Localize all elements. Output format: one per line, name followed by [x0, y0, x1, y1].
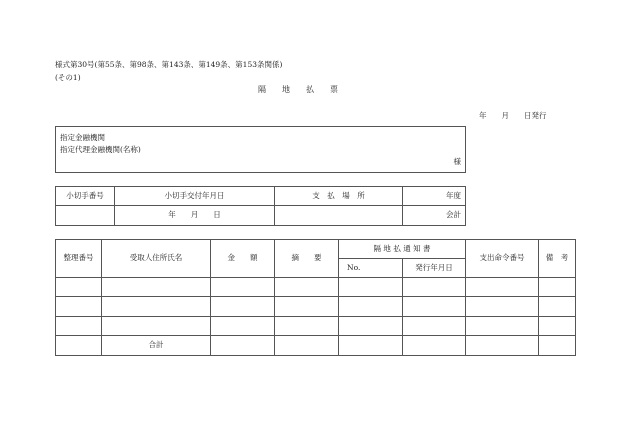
page-title: 隔 地 払 票	[258, 85, 338, 94]
summary-header: 摘 要	[275, 240, 339, 278]
check-table	[55, 186, 466, 226]
payee-header: 受取人住所氏名	[102, 240, 211, 278]
table-row	[56, 317, 576, 336]
addressee-honorific: 様	[453, 157, 461, 166]
seq-header: 整理番号	[56, 240, 102, 278]
total-row	[56, 336, 576, 356]
notice-header: 隔 地 払 通 知 書	[339, 240, 466, 259]
addressee-line2: 指定代理金融機関(名称)	[60, 145, 141, 154]
table-row	[56, 297, 576, 317]
fiscal-year-header: 年度	[403, 187, 466, 206]
notice-no-header: No.	[339, 259, 403, 278]
account-cell: 会計	[403, 206, 466, 226]
form-number: 様式第30号(第55条、第98条、第143条、第149条、第153条関係)	[55, 60, 283, 69]
remarks-header: 備 考	[539, 240, 576, 278]
total-label: 合計	[102, 336, 211, 356]
check-number-header: 小切手番号	[56, 187, 115, 206]
table-row	[56, 278, 576, 297]
payment-place-header: 支 払 場 所	[275, 187, 403, 206]
sub-number: (その1)	[55, 73, 81, 82]
check-date-header: 小切手交付年月日	[115, 187, 275, 206]
issue-date: 年 月 日発行	[479, 111, 547, 120]
main-table	[55, 239, 576, 356]
amount-header: 金 額	[211, 240, 275, 278]
addressee-line1: 指定金融機関	[60, 133, 105, 142]
payment-place-cell	[275, 206, 403, 226]
check-date-cell: 年 月 日	[115, 206, 275, 226]
notice-date-header: 発行年月日	[403, 259, 466, 278]
order-no-header: 支出命令番号	[466, 240, 539, 278]
check-number-cell	[56, 206, 115, 226]
addressee-box	[55, 126, 466, 173]
